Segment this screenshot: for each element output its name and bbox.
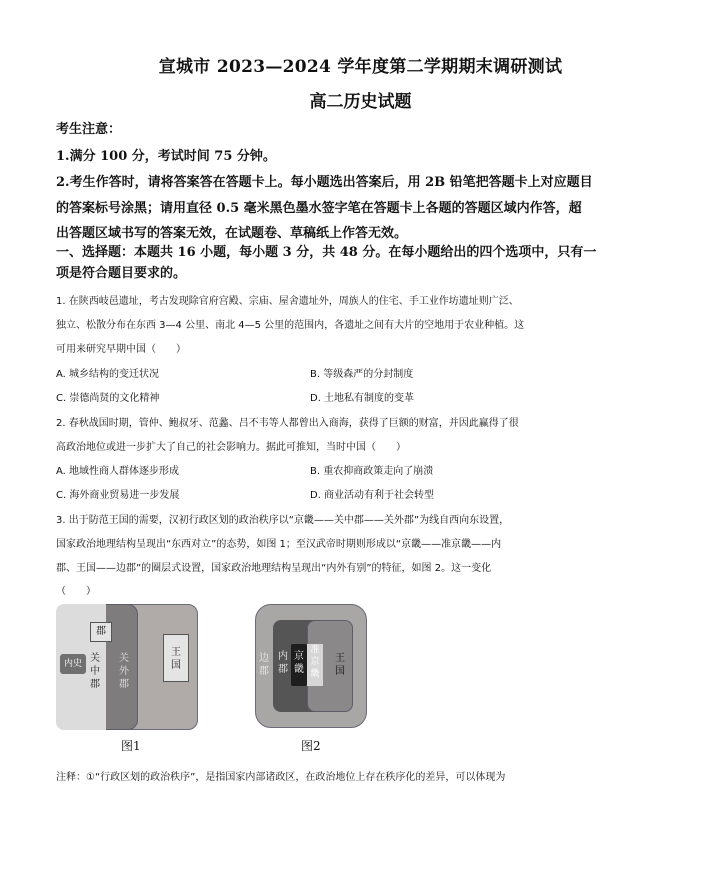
question-2-option-a[interactable]: A. 地域性商人群体逐步形成 xyxy=(56,466,180,477)
question-1-line-3: 可用来研究早期中国（ ） xyxy=(56,344,186,355)
notice-heading: 考生注意： xyxy=(56,122,122,137)
notice-item-1: 1.满分 100 分，考试时间 75 分钟。 xyxy=(56,149,276,164)
figure-1 xyxy=(56,604,198,730)
section-heading-line-2: 项是符合题目要求的。 xyxy=(56,266,187,281)
exam-subtitle: 高二历史试题 xyxy=(309,92,412,112)
question-1-option-d[interactable]: D. 土地私有制度的变革 xyxy=(310,393,415,404)
figure-2-bianjun-label: 边郡 xyxy=(259,653,269,677)
footnote: 注释：①“行政区划的政治秩序”，是指国家内部诸政区，在政治地位上存在秩序化的差异，可以体现为 xyxy=(56,772,506,783)
notice-item-2-line-3: 出答题区域书写的答案无效，在试题卷、草稿纸上作答无效。 xyxy=(56,226,408,241)
question-2-option-b[interactable]: B. 重农抑商政策走向了崩溃 xyxy=(310,466,434,477)
notice-item-2-line-1: 2.考生作答时，请将答案答在答题卡上。每小题选出答案后，用 2B 铅笔把答题卡上对应题目 xyxy=(56,175,593,190)
figure-1-caption: 图1 xyxy=(121,739,141,753)
figure-1-guanzhongjun-label: 关中郡 xyxy=(90,653,100,690)
section-heading-line-1: 一、选择题：本题共 16 小题，每小题 3 分，共 48 分。在每小题给出的四个选项中，只有一 xyxy=(56,245,597,260)
figure-1-neishi-label: 内史 xyxy=(63,659,82,669)
figure-1-jun-label: 郡 xyxy=(96,626,106,637)
figure-1-neishi-box xyxy=(60,654,86,674)
figure-2-jingji-label: 京畿 xyxy=(294,651,304,675)
figure-1-jun-box xyxy=(90,622,112,642)
figure-2-neijun-label: 内郡 xyxy=(278,651,288,675)
figure-2 xyxy=(255,604,367,728)
question-1-line-2: 独立、松散分布在东西 3—4 公里、南北 4—5 公里的范围内，各遗址之间有大片的空地用于农业种植。这 xyxy=(56,320,525,331)
figure-1-wangguo-label: 王国 xyxy=(171,647,181,671)
question-1-option-a[interactable]: A. 城乡结构的变迁状况 xyxy=(56,369,160,380)
question-1-line-1: 1. 在陕西岐邑遗址，考古发现除官府宫殿、宗庙、屋舍遗址外，周族人的住宅、手工业作坊遗址则广泛、 xyxy=(56,296,519,307)
question-2-option-c[interactable]: C. 海外商业贸易进一步发展 xyxy=(56,490,180,501)
notice-item-2-line-2: 的答案标号涂黑；请用直径 0.5 毫米黑色墨水签字笔在答题卡上各题的答题区域内作答，超 xyxy=(56,201,582,216)
figure-2-caption: 图2 xyxy=(301,739,321,753)
question-2-line-2: 高政治地位或进一步扩大了自己的社会影响力。据此可推知，当时中国（ ） xyxy=(56,442,406,453)
question-3-line-1: 3. 出于防范王国的需要，汉初行政区划的政治秩序以“京畿——关中郡——关外郡”为线自西向东设置， xyxy=(56,515,510,526)
question-1-option-c[interactable]: C. 崇德尚贤的文化精神 xyxy=(56,393,160,404)
question-1-option-b[interactable]: B. 等级森严的分封制度 xyxy=(310,369,414,380)
figure-1-guanwaijun-label: 关外郡 xyxy=(119,653,129,690)
question-3-line-3: 郡、王国——边郡”的圈层式设置，国家政治地理结构呈现出“内外有别”的特征，如图 2。这一变化 xyxy=(56,563,492,574)
exam-title: 宣城市 2023—2024 学年度第二学期期末调研测试 xyxy=(158,57,563,77)
question-3-line-4: （ ） xyxy=(56,586,96,597)
question-3-line-2: 国家政治地理结构呈现出“东西对立”的态势，如图 1；至汉武帝时期则形成以“京畿——准京畿——内 xyxy=(56,539,502,550)
question-2-option-d[interactable]: D. 商业活动有利于社会转型 xyxy=(310,490,435,501)
figure-2-zhunjingji-label: 准京畿 xyxy=(310,645,320,679)
figure-2-wangguo-label: 王国 xyxy=(335,653,345,677)
question-2-line-1: 2. 春秋战国时期，管仲、鲍叔牙、范蠡、吕不韦等人都曾出入商海，获得了巨额的财富，并因此赢得了很 xyxy=(56,418,519,429)
